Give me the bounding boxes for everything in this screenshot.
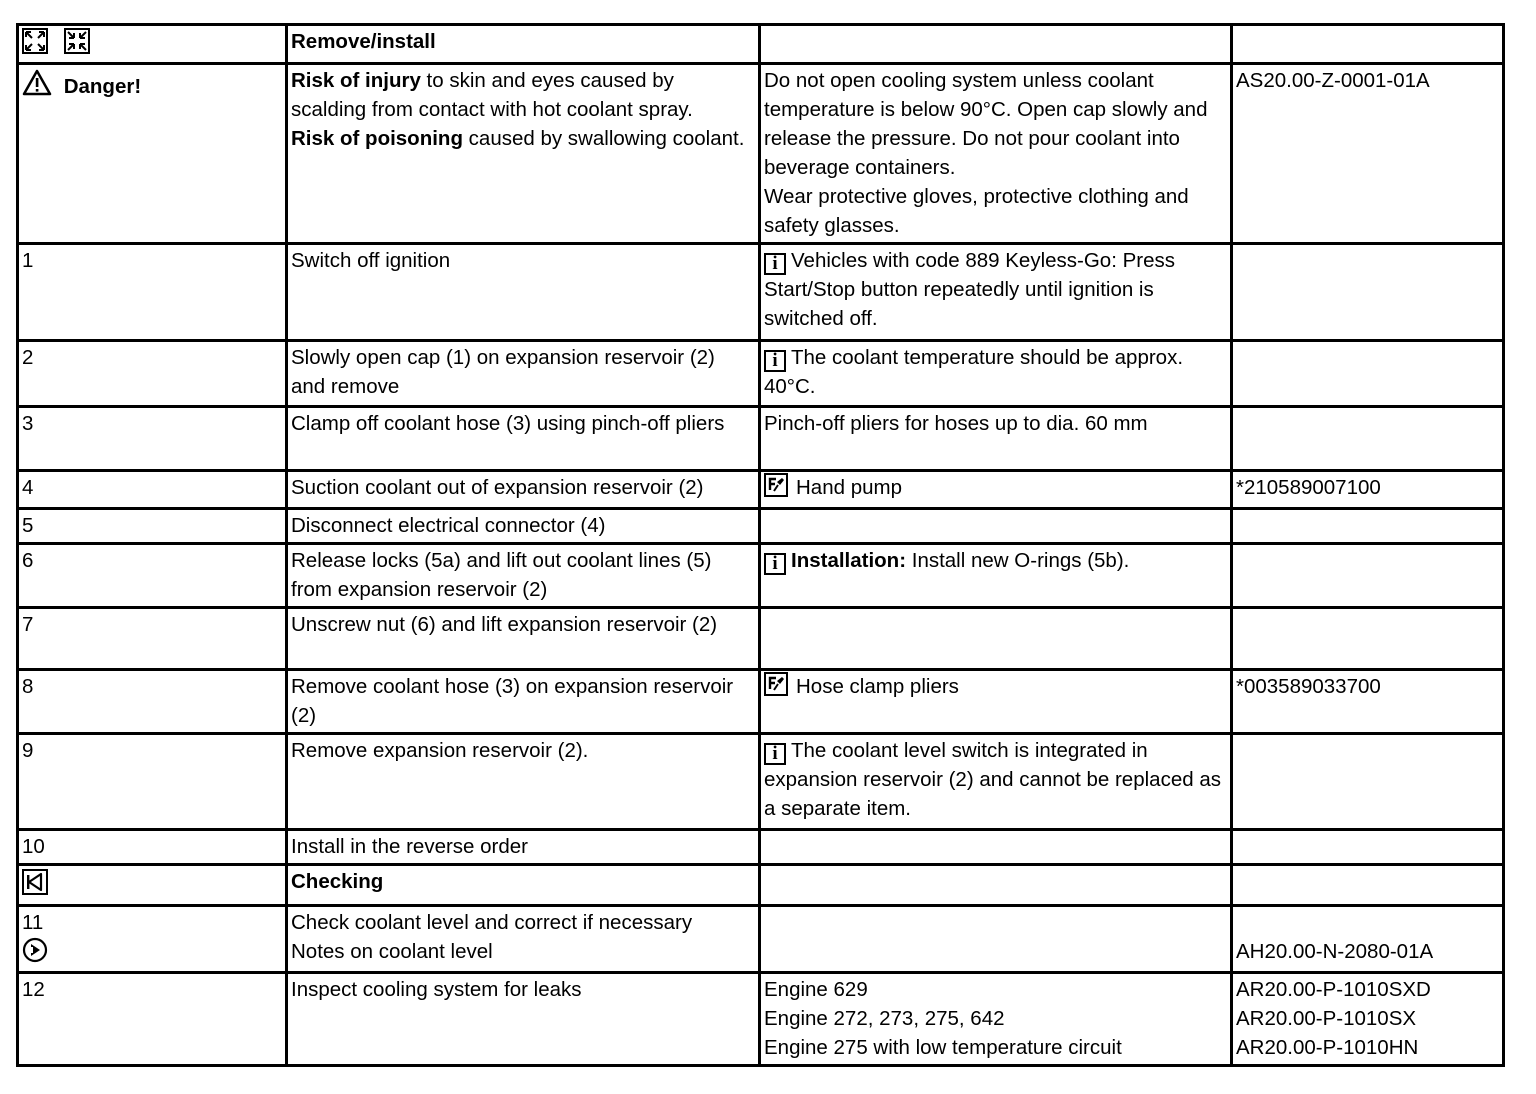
step-ref[interactable]: *003589033700 <box>1232 670 1504 734</box>
step-ref[interactable]: AH20.00-N-2080-01A <box>1236 940 1434 963</box>
step-note-cell <box>760 244 1232 341</box>
step-note-empty <box>760 906 1232 973</box>
warning-triangle-icon <box>22 69 52 96</box>
step-note: Hose clamp pliers <box>796 675 959 698</box>
step-number: 12 <box>18 973 287 1066</box>
step-action: Inspect cooling system for leaks <box>287 973 760 1066</box>
step-ref <box>1232 407 1504 471</box>
step-number: 6 <box>18 544 287 608</box>
step-number: 11 <box>22 911 44 934</box>
procedure-table <box>16 23 1505 1067</box>
step-action: Slowly open cap (1) on expansion reservoir (2) and remove <box>287 341 760 407</box>
step-note-cell <box>760 734 1232 830</box>
info-icon: i <box>764 253 786 275</box>
risk-poisoning-bold: Risk of poisoning <box>291 127 463 150</box>
engine-note: Engine 272, 273, 275, 642 <box>764 1007 1005 1030</box>
danger-label-cell <box>18 64 287 244</box>
step-ref <box>1232 509 1504 544</box>
step-action: Check coolant level and correct if necessary <box>291 911 693 934</box>
step-note: The coolant temperature should be approx. 40°C. <box>764 346 1184 398</box>
step-number: 3 <box>18 407 287 471</box>
risk-injury-text: to skin and eyes caused by scalding from contact with hot coolant spray. <box>291 69 693 121</box>
checking-title: Checking <box>287 865 760 906</box>
play-back-icon[interactable] <box>22 869 48 895</box>
header-icons-cell <box>18 25 287 64</box>
danger-note: Do not open cooling system unless coolant temperature is below 90°C. Open cap slowly and release the pressure. Do not pour coolant into beverage containers. <box>764 69 1208 179</box>
step-ref[interactable]: *210589007100 <box>1232 471 1504 509</box>
table-row <box>18 544 1504 608</box>
step-note <box>760 830 1232 865</box>
step-ref <box>1232 734 1504 830</box>
step-refs-cell <box>1232 973 1504 1066</box>
step-note: Hand pump <box>796 476 902 499</box>
risk-injury-bold: Risk of injury <box>291 69 421 92</box>
header-title: Remove/install <box>287 25 760 64</box>
step-note <box>760 608 1232 670</box>
step-note <box>760 509 1232 544</box>
step-ref <box>1232 608 1504 670</box>
step-number: 1 <box>18 244 287 341</box>
step-ref[interactable]: AR20.00-P-1010SX <box>1236 1007 1417 1030</box>
danger-label: Danger! <box>63 75 142 98</box>
step-action: Switch off ignition <box>287 244 760 341</box>
step-sub-action: Notes on coolant level <box>291 940 493 963</box>
checking-row <box>18 865 1504 906</box>
step-number: 7 <box>18 608 287 670</box>
info-icon: i <box>764 743 786 765</box>
step-action: Install in the reverse order <box>287 830 760 865</box>
header-empty-3 <box>760 25 1232 64</box>
step-ref <box>1232 830 1504 865</box>
step-ref <box>1232 244 1504 341</box>
table-row <box>18 509 1504 544</box>
special-tool-icon <box>764 672 788 696</box>
step-ref <box>1232 341 1504 407</box>
step-ref <box>1232 544 1504 608</box>
step-number-cell <box>18 906 287 973</box>
step-note-cell <box>760 341 1232 407</box>
step-note-bold: Installation: <box>791 549 907 572</box>
table-row <box>18 407 1504 471</box>
engine-note: Engine 275 with low temperature circuit <box>764 1036 1122 1059</box>
table-row <box>18 973 1504 1066</box>
step-ref-cell <box>1232 906 1504 973</box>
header-row <box>18 25 1504 64</box>
step-note: Install new O-rings (5b). <box>906 549 1130 572</box>
table-row <box>18 906 1504 973</box>
step-number: 5 <box>18 509 287 544</box>
step-note: Vehicles with code 889 Keyless-Go: Press Start/Stop button repeatedly until ignition is switched off. <box>764 249 1175 330</box>
step-number: 10 <box>18 830 287 865</box>
danger-risk-cell <box>287 64 760 244</box>
step-action: Clamp off coolant hose (3) using pinch-off pliers <box>287 407 760 471</box>
step-action: Remove expansion reservoir (2). <box>287 734 760 830</box>
expand-arrows-icon[interactable] <box>22 28 48 54</box>
checking-empty-4 <box>1232 865 1504 906</box>
collapse-arrows-icon[interactable] <box>64 28 90 54</box>
arrow-circle-icon[interactable] <box>22 937 48 963</box>
step-ref[interactable]: AR20.00-P-1010HN <box>1236 1036 1419 1059</box>
engine-note: Engine 629 <box>764 978 868 1001</box>
step-action: Disconnect electrical connector (4) <box>287 509 760 544</box>
step-action: Suction coolant out of expansion reservoir (2) <box>287 471 760 509</box>
risk-poisoning-text: caused by swallowing coolant. <box>462 127 745 150</box>
table-row <box>18 734 1504 830</box>
table-row <box>18 670 1504 734</box>
danger-row <box>18 64 1504 244</box>
step-note-cell <box>760 670 1232 734</box>
special-tool-icon <box>764 473 788 497</box>
step-number: 2 <box>18 341 287 407</box>
danger-note-2: Wear protective gloves, protective clothing and safety glasses. <box>764 185 1189 237</box>
danger-note-cell <box>760 64 1232 244</box>
checking-empty-3 <box>760 865 1232 906</box>
danger-ref[interactable]: AS20.00-Z-0001-01A <box>1232 64 1504 244</box>
checking-icon-cell <box>18 865 287 906</box>
step-note-cell <box>760 544 1232 608</box>
step-number: 4 <box>18 471 287 509</box>
step-action: Remove coolant hose (3) on expansion reservoir (2) <box>287 670 760 734</box>
table-row <box>18 244 1504 341</box>
header-empty-4 <box>1232 25 1504 64</box>
step-note-cell <box>760 471 1232 509</box>
step-notes-cell <box>760 973 1232 1066</box>
table-row <box>18 471 1504 509</box>
step-ref[interactable]: AR20.00-P-1010SXD <box>1236 978 1431 1001</box>
step-note: Pinch-off pliers for hoses up to dia. 60 mm <box>760 407 1232 471</box>
table-row <box>18 830 1504 865</box>
step-note: The coolant level switch is integrated in expansion reservoir (2) and cannot be replaced as a separate item. <box>764 739 1221 820</box>
step-action: Release locks (5a) and lift out coolant lines (5) from expansion reservoir (2) <box>287 544 760 608</box>
step-action-cell <box>287 906 760 973</box>
table-row <box>18 608 1504 670</box>
step-action: Unscrew nut (6) and lift expansion reservoir (2) <box>287 608 760 670</box>
info-icon: i <box>764 553 786 575</box>
table-row <box>18 341 1504 407</box>
info-icon: i <box>764 350 786 372</box>
step-number: 8 <box>18 670 287 734</box>
step-number: 9 <box>18 734 287 830</box>
